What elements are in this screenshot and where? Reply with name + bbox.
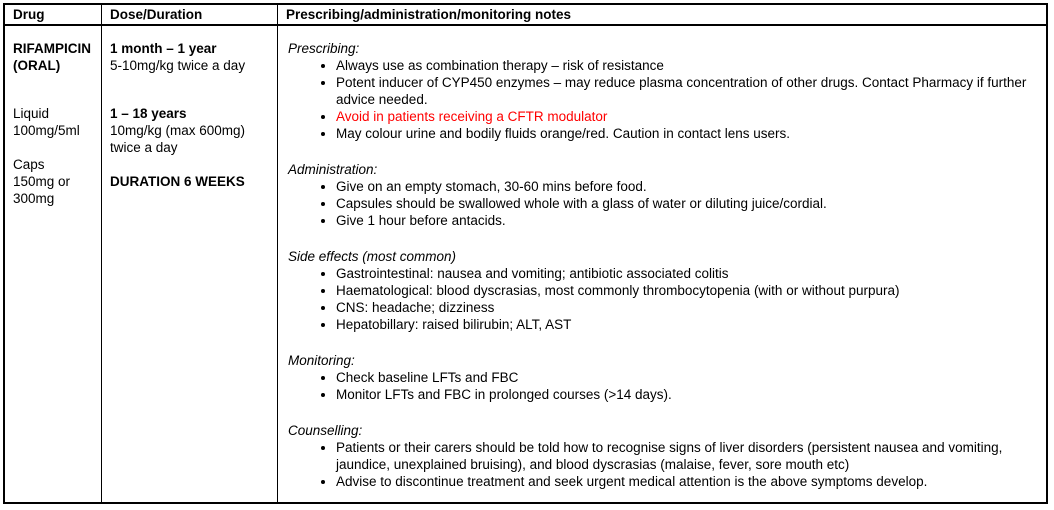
note-bullet-text: Advise to discontinue treatment and seek urgent medical attention is the above symptoms develop. (336, 474, 928, 489)
column-header-drug: Drug (13, 7, 45, 22)
section-monitoring (288, 352, 1040, 403)
dose-regimen-1: 5-10mg/kg twice a day (110, 58, 246, 73)
drug-name-block (13, 40, 95, 74)
note-bullet (336, 299, 1036, 316)
section-prescribing (288, 40, 1040, 142)
note-bullet (336, 212, 1036, 229)
form-caps-strength-2: 300mg (13, 191, 55, 206)
note-bullet-text: Give on an empty stomach, 30-60 mins before food. (336, 179, 647, 194)
form-caps-strength-1: 150mg or (13, 174, 71, 189)
section-heading-prescribing: Prescribing: (288, 41, 360, 56)
note-bullet (336, 473, 1036, 490)
note-bullet (336, 439, 1036, 473)
note-bullet (336, 265, 1036, 282)
note-bullet-warning-text: Avoid in patients receiving a CFTR modulator (336, 109, 608, 124)
section-side-effects (288, 248, 1040, 333)
note-bullet-text: Patients or their carers should be told how to recognise signs of liver disorders (persistent nausea and vomiting, jaundice, unexplained bruising), and blood dyscrasias (malaise, fever, sore mouth etc) (336, 440, 1003, 472)
prescribing-bullet-list (288, 57, 1040, 142)
note-bullet-text: Hepatobillary: raised bilirubin; ALT, AST (336, 317, 572, 332)
drug-route: (ORAL) (13, 58, 61, 73)
administration-bullet-list (288, 178, 1040, 229)
dose-age-range-2: 1 – 18 years (110, 106, 187, 121)
note-bullet-text: Monitor LFTs and FBC in prolonged courses (>14 days). (336, 387, 672, 402)
monitoring-bullet-list (288, 369, 1040, 403)
section-heading-counselling: Counselling: (288, 423, 363, 438)
note-bullet (336, 282, 1036, 299)
dose-group-child (110, 105, 271, 156)
dose-regimen-2: 10mg/kg (max 600mg) twice a day (110, 123, 246, 155)
side-effects-bullet-list (288, 265, 1040, 333)
dose-group-infant (110, 40, 271, 74)
note-bullet-text: CNS: headache; dizziness (336, 300, 495, 315)
drug-name: RIFAMPICIN (13, 41, 92, 56)
note-bullet-text: Give 1 hour before antacids. (336, 213, 506, 228)
section-administration (288, 161, 1040, 229)
drug-form-caps (13, 156, 95, 207)
note-bullet-text: Gastrointestinal: nausea and vomiting; antibiotic associated colitis (336, 266, 729, 281)
counselling-bullet-list (288, 439, 1040, 490)
dose-cell (101, 26, 277, 502)
column-header-notes: Prescribing/administration/monitoring notes (277, 5, 1046, 24)
note-bullet (336, 57, 1036, 74)
note-bullet (336, 369, 1036, 386)
table-row (5, 26, 1046, 502)
form-liquid-line: Liquid (13, 106, 50, 121)
note-bullet-text: Haematological: blood dyscrasias, most commonly thrombocytopenia (with or without purpura) (336, 283, 900, 298)
note-bullet (336, 178, 1036, 195)
note-bullet-text: May colour urine and bodily fluids orange/red. Caution in contact lens users. (336, 126, 791, 141)
note-bullet (336, 195, 1036, 212)
section-counselling (288, 422, 1040, 490)
note-bullet (336, 386, 1036, 403)
drug-cell (5, 26, 101, 502)
form-liquid-strength: 100mg/5ml (13, 123, 80, 138)
table-header-row (5, 5, 1046, 26)
dose-age-range-1: 1 month – 1 year (110, 41, 217, 56)
note-bullet-text: Always use as combination therapy – risk of resistance (336, 58, 664, 73)
duration-note: DURATION 6 WEEKS (110, 174, 245, 189)
note-bullet-text: Check baseline LFTs and FBC (336, 370, 519, 385)
note-bullet (336, 74, 1036, 108)
note-bullet-text: Capsules should be swallowed whole with a glass of water or diluting juice/cordial. (336, 196, 827, 211)
section-heading-monitoring: Monitoring: (288, 353, 355, 368)
section-heading-administration: Administration: (288, 162, 378, 177)
note-bullet-warning (336, 108, 1036, 125)
notes-cell (277, 26, 1046, 502)
note-bullet-text: Potent inducer of CYP450 enzymes – may reduce plasma concentration of other drugs. Contact Pharmacy if further advice needed. (336, 75, 1027, 107)
column-header-dose: Dose/Duration (101, 5, 277, 24)
form-caps-line: Caps (13, 157, 45, 172)
section-heading-side-effects: Side effects (most common) (288, 249, 457, 264)
note-bullet (336, 316, 1036, 333)
drug-monograph-table (3, 3, 1048, 504)
note-bullet (336, 125, 1036, 142)
drug-form-liquid (13, 105, 95, 139)
